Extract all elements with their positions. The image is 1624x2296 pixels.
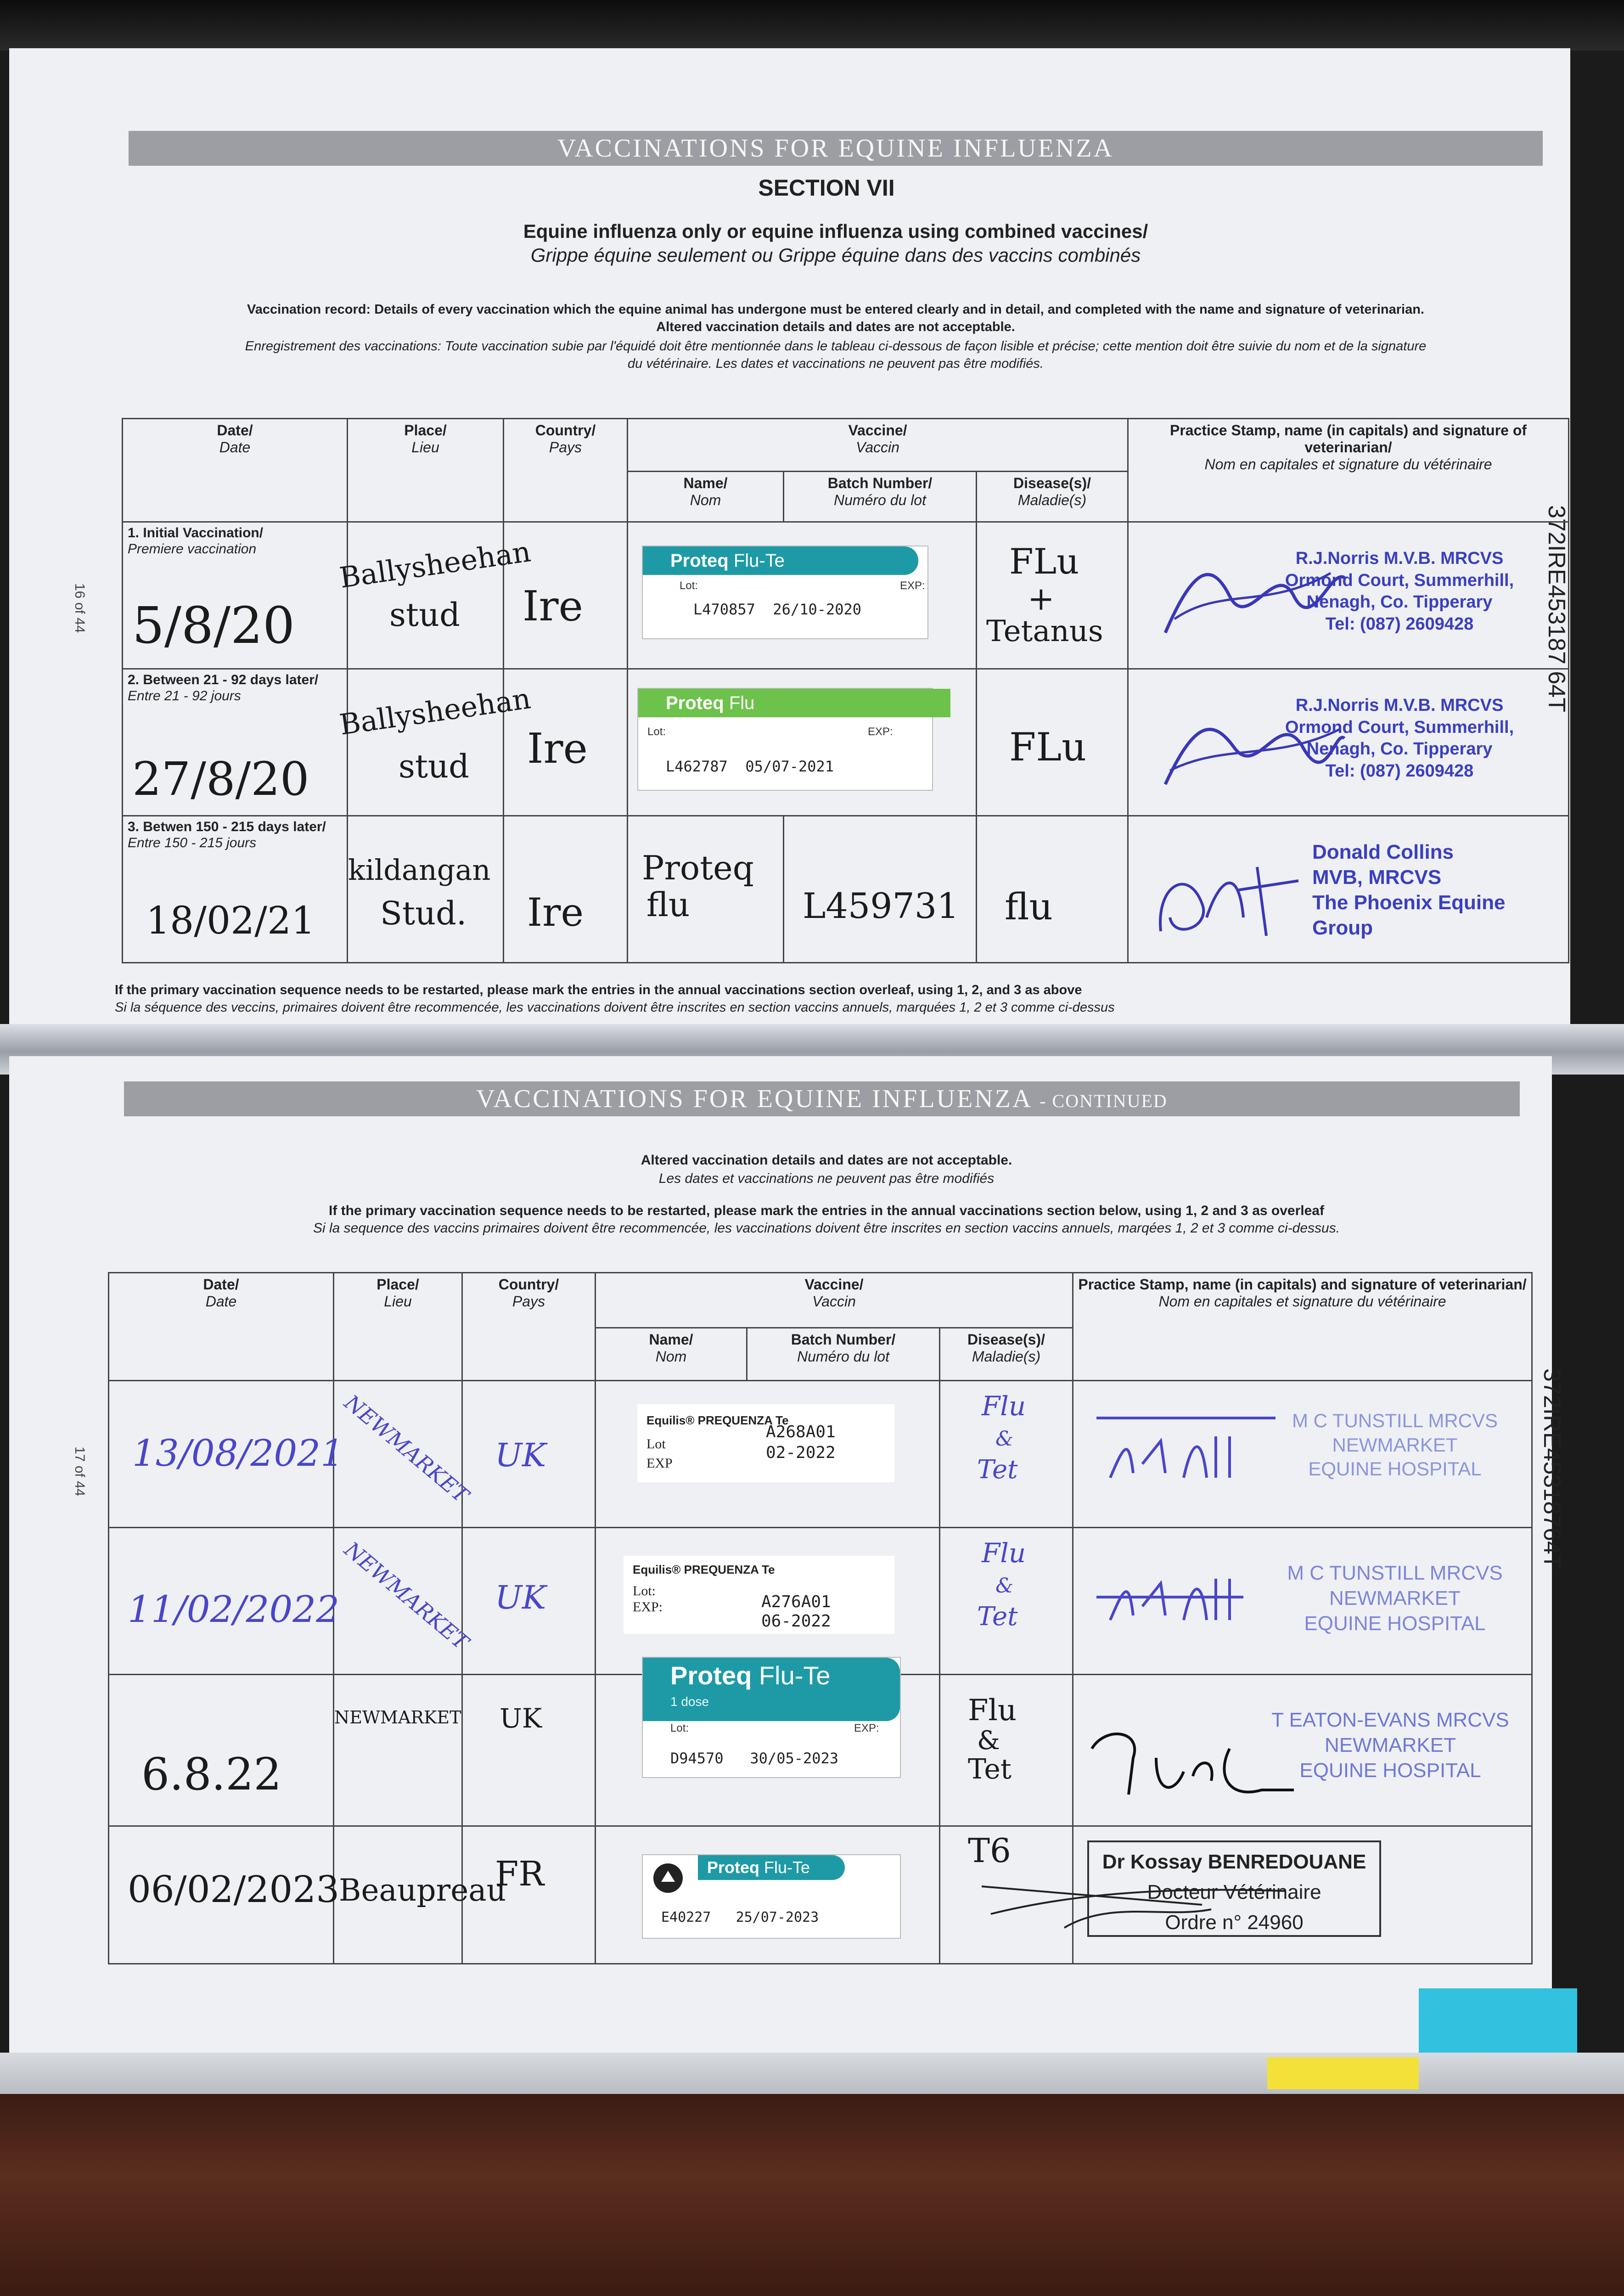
intro-en-2: Altered vaccination details and dates are not acceptable. <box>656 320 1015 334</box>
date-value: 6.8.22 <box>141 1749 282 1800</box>
row-label: 1. Initial Vaccination/ Premiere vaccination <box>128 525 264 557</box>
vet-signature <box>972 1859 1294 1941</box>
sticker-batch: D94570 30/05-2023 <box>670 1750 839 1767</box>
vaccine-sticker <box>642 546 928 639</box>
restart-fr: Si la sequence des vaccins primaires doivent être recommencée, les vaccinations doivent être inscrites en section vaccins annuels, marqées 1, 2 et 3 comme ci-dessus. <box>313 1221 1340 1236</box>
sticker-dose: 1 dose <box>670 1694 709 1709</box>
row-label: 2. Between 21 - 92 days later/ Entre 21 - 92 jours <box>128 672 319 703</box>
place-line-1: Ballysheehan <box>337 535 533 595</box>
vet-stamp: M C TUNSTILL MRCVS NEWMARKET EQUINE HOSPITAL <box>1287 1562 1503 1635</box>
disease-cell <box>940 1675 1073 1826</box>
date-value: 18/02/21 <box>146 899 315 943</box>
place-line-2: stud <box>389 596 460 634</box>
vaccine-label-cell <box>596 1661 940 1826</box>
footer-fr: Si la séquence des veccins, primaires doivent être recommencée, les vaccinations doivent être inscrites en section vaccins annuels, marquées 1, 2 et 3 comme ci-dessus <box>115 1000 1115 1015</box>
intro-en-1: Vaccination record: Details of every vaccination which the equine animal has undergone must be entered clearly and in detail, and completed with the name and signature of veterinarian. <box>247 302 1424 317</box>
product-name: Equilis® PREQUENZA Te <box>633 1563 775 1576</box>
disease-line-1: Flu <box>982 1390 1026 1422</box>
yellow-index-tab <box>1267 2057 1419 2089</box>
date-cell <box>123 522 348 669</box>
vaccine-name-line-2: flu <box>646 885 690 924</box>
intro-fr-1: Enregistrement des vaccinations: Toute vaccination subie par l'équidé doit être mentionnée dans le tableau ci-dessous de façon lisible et précise; cette mention doit être suivie du nom et de la signature <box>245 339 1427 354</box>
disease-line-2: & <box>995 1427 1014 1451</box>
vet-signature <box>1078 1721 1308 1813</box>
exp-key: EXP: <box>868 726 893 738</box>
country-cell <box>462 1826 596 1964</box>
disease-cell <box>977 669 1128 816</box>
date-cell <box>123 816 348 963</box>
disease-line-1: Flu <box>968 1694 1017 1728</box>
table-row <box>109 1675 1532 1826</box>
sticker-batch: L470857 26/10-2020 <box>693 601 862 618</box>
disease-line-3: Tet <box>977 1602 1018 1632</box>
proteq-logo-icon <box>647 1860 689 1896</box>
country-value: Ire <box>523 582 583 630</box>
header-country: Country/ Pays <box>504 419 628 522</box>
vet-stamp: R.J.Norris M.V.B. MRCVS Ormond Court, Summerhill, Nenagh, Co. Tipperary Tel: (087) 2609428 <box>1285 696 1514 781</box>
exp-key: EXP <box>646 1456 673 1471</box>
place-value: NEWMARKET <box>339 1390 473 1508</box>
sticker-batch: A276A01 <box>761 1593 831 1611</box>
country-cell <box>504 816 628 963</box>
disease-cell <box>977 522 1128 669</box>
vaccination-table-continued <box>108 1272 1533 1964</box>
header-disease: Disease(s)/ Maladie(s) <box>977 472 1128 522</box>
header-batch: Batch Number/ Numéro du lot <box>747 1328 940 1381</box>
date-cell <box>109 1528 340 1675</box>
place-cell <box>337 522 533 669</box>
vaccine-label-cell <box>596 1528 940 1675</box>
vet-signature <box>1092 1551 1285 1643</box>
disease-line-3: Tet <box>968 1753 1011 1785</box>
lot-key: Lot: <box>633 1583 656 1598</box>
date-value: 5/8/20 <box>132 596 295 655</box>
vaccine-sticker <box>637 1404 894 1482</box>
side-passport-code: 372IRE453187 64T <box>1543 505 1570 713</box>
stamp-cell <box>1073 1381 1532 1528</box>
country-value: FR <box>495 1854 545 1894</box>
disease-line-3: Tetanus <box>986 614 1103 648</box>
table-row <box>123 669 1569 816</box>
sticker-batch: A268A01 <box>766 1423 836 1441</box>
country-value: UK <box>495 1579 546 1616</box>
place-cell <box>334 1675 462 1826</box>
heading-en: Equine influenza only or equine influenza using combined vaccines/ <box>523 220 1148 242</box>
vet-stamp: Dr Kossay BENREDOUANE Docteur Vétérinaire Ordre n° 24960 <box>1087 1840 1381 1937</box>
disease-line-2: + <box>1028 580 1055 618</box>
table-row <box>109 1826 1532 1964</box>
header-vaccine: Vaccine/ Vaccin <box>596 1273 1073 1328</box>
disease-line-3: Tet <box>977 1455 1018 1485</box>
table-row <box>109 1528 1532 1675</box>
side-passport-code: 372IRE45318764T <box>1539 1368 1565 1569</box>
vaccine-sticker <box>642 1854 901 1939</box>
date-value: 27/8/20 <box>132 752 309 806</box>
vet-stamp: T EATON-EVANS MRCVS NEWMARKET EQUINE HOSPITAL <box>1271 1709 1509 1782</box>
header-place: Place/ Lieu <box>348 419 504 522</box>
stamp-cell <box>1128 669 1569 816</box>
vaccine-sticker <box>642 1657 901 1778</box>
stamp-cell <box>1073 1528 1532 1675</box>
batch-cell <box>784 816 977 963</box>
batch-value: L459731 <box>803 885 959 926</box>
product-name: Proteq Flu-Te <box>643 546 918 575</box>
vaccination-table-primary <box>122 418 1569 963</box>
footer-en: If the primary vaccination sequence needs to be restarted, please mark the entries in the annual vaccinations section overleaf, using 1, 2, and 3 as above <box>115 983 1082 997</box>
exp-key: EXP: <box>900 580 925 592</box>
row-label: 3. Betwen 150 - 215 days later/ Entre 150 - 215 jours <box>128 819 326 850</box>
date-cell <box>109 1826 340 1964</box>
disease-line-1: T6 <box>968 1831 1011 1870</box>
country-cell <box>462 1528 596 1675</box>
header-place: Place/ Lieu <box>334 1273 462 1381</box>
exp-key: EXP: <box>633 1599 663 1615</box>
page-band-title: VACCINATIONS FOR EQUINE INFLUENZA <box>129 131 1543 166</box>
table-surface <box>0 2094 1624 2296</box>
stamp-cell <box>1128 522 1569 669</box>
exp-key: EXP: <box>854 1722 879 1734</box>
product-name: Proteq Flu-Te <box>698 1855 845 1880</box>
place-line-1: kildangan <box>348 853 491 887</box>
sticker-batch: E40227 25/07-2023 <box>661 1909 819 1925</box>
country-value: Ire <box>527 725 588 773</box>
stamp-cell <box>1128 816 1569 963</box>
vet-signature <box>1156 688 1349 798</box>
vaccine-label-cell <box>628 669 977 816</box>
vet-signature <box>1147 849 1312 950</box>
header-batch: Batch Number/ Numéro du lot <box>784 472 977 522</box>
stamp-cell <box>1073 1826 1532 1964</box>
header-date: Date/ Date <box>109 1273 334 1381</box>
section-title: SECTION VII <box>758 175 895 201</box>
vaccine-sticker <box>637 688 933 791</box>
place-line-2: stud <box>399 748 469 785</box>
date-value: 13/08/2021 <box>132 1432 344 1474</box>
header-name: Name/ Nom <box>596 1328 747 1381</box>
header-vaccine: Vaccine/ Vaccin <box>628 419 1128 472</box>
vet-stamp: R.J.Norris M.V.B. MRCVS Ormond Court, Summerhill, Nenagh, Co. Tipperary Tel: (087) 2609428 <box>1285 549 1514 634</box>
disease-cell <box>977 816 1128 963</box>
disease-line-1: FLu <box>1009 541 1079 582</box>
date-value: 06/02/2023 <box>128 1868 340 1911</box>
place-cell <box>334 1381 473 1528</box>
disease-line-2: & <box>995 1574 1014 1598</box>
lot-key: Lot: <box>647 726 666 738</box>
sticker-batch: L462787 05/07-2021 <box>666 758 834 775</box>
place-cell <box>334 1528 473 1675</box>
vet-signature <box>1156 541 1349 651</box>
page-band-title: VACCINATIONS FOR EQUINE INFLUENZA - CONTINUED <box>124 1081 1520 1116</box>
page-number: 16 of 44 <box>72 583 87 633</box>
restart-en: If the primary vaccination sequence needs to be restarted, please mark the entries in the annual vaccinations section below, using 1, 2 and 3 as overleaf <box>329 1203 1324 1218</box>
table-row <box>109 1381 1532 1528</box>
place-cell <box>334 1826 506 1964</box>
vaccine-label-cell <box>628 522 977 669</box>
header-disease: Disease(s)/ Maladie(s) <box>940 1328 1073 1381</box>
country-cell <box>504 669 628 816</box>
lot-key: Lot: <box>680 580 698 592</box>
vaccine-sticker <box>624 1556 894 1634</box>
date-value: 11/02/2022 <box>128 1588 340 1631</box>
disease-line-1: flu <box>1005 885 1053 928</box>
header-date: Date/ Date <box>123 419 348 522</box>
date-cell <box>123 669 348 816</box>
place-value: NEWMARKET <box>339 1536 473 1655</box>
notice-fr: Les dates et vaccinations ne peuvent pas être modifiés <box>658 1171 995 1186</box>
country-cell <box>462 1381 596 1528</box>
scan-top-edge <box>0 0 1624 51</box>
vaccine-label-cell <box>596 1826 940 1964</box>
place-cell <box>348 816 504 963</box>
heading-fr: Grippe équine seulement ou Grippe équine dans des vaccins combinés <box>530 244 1141 266</box>
place-line-1: Ballysheehan <box>337 681 533 742</box>
country-cell <box>504 522 628 669</box>
place-value: Beaupreau <box>339 1873 506 1908</box>
vet-stamp: M C TUNSTILL MRCVS NEWMARKET EQUINE HOSPITAL <box>1292 1410 1498 1480</box>
page-number: 17 of 44 <box>72 1446 87 1497</box>
disease-cell <box>940 1381 1073 1528</box>
lot-key: Lot: <box>670 1722 689 1734</box>
place-value: NEWMARKET <box>334 1707 461 1728</box>
product-name: Proteq Flu <box>638 689 950 717</box>
place-line-2: Stud. <box>380 895 467 932</box>
header-stamp: Practice Stamp, name (in capitals) and signature of veterinarian/ Nom en capitales et signature du vétérinaire <box>1128 419 1569 522</box>
table-row <box>123 522 1569 669</box>
date-cell <box>109 1381 344 1528</box>
header-name: Name/ Nom <box>628 472 784 522</box>
country-value: UK <box>500 1703 542 1734</box>
disease-line-2: & <box>977 1726 1000 1756</box>
country-value: Ire <box>527 890 584 935</box>
notice-en: Altered vaccination details and dates are not acceptable. <box>641 1153 1012 1168</box>
vaccine-name-cell <box>628 816 784 963</box>
vaccine-label-cell <box>596 1381 940 1528</box>
header-country: Country/ Pays <box>462 1273 596 1381</box>
lot-key: Lot <box>646 1436 666 1452</box>
disease-cell <box>940 1528 1073 1675</box>
product-name: Equilis® PREQUENZA Te <box>646 1413 789 1427</box>
header-stamp: Practice Stamp, name (in capitals) and signature of veterinarian/ Nom en capitales et signature du vétérinaire <box>1073 1273 1532 1381</box>
disease-line-1: Flu <box>982 1537 1026 1569</box>
disease-line-1: FLu <box>1009 725 1087 770</box>
country-cell <box>462 1675 596 1826</box>
country-value: UK <box>495 1436 546 1474</box>
vaccine-name-line-1: Proteq <box>642 849 754 887</box>
intro-fr-2: du vétérinaire. Les dates et vaccinations ne peuvent pas être modifiés. <box>628 356 1044 371</box>
vet-stamp: Donald Collins MVB, MRCVS The Phoenix Equine Group <box>1312 841 1506 939</box>
sticker-exp: 06-2022 <box>761 1612 831 1631</box>
table-row <box>123 816 1569 963</box>
product-name: Proteq Flu-Te <box>643 1658 900 1721</box>
vet-signature <box>1092 1409 1285 1501</box>
sticker-exp: 02-2022 <box>766 1443 836 1462</box>
date-cell <box>109 1675 334 1826</box>
place-cell <box>337 669 533 816</box>
stamp-cell <box>1073 1675 1532 1826</box>
